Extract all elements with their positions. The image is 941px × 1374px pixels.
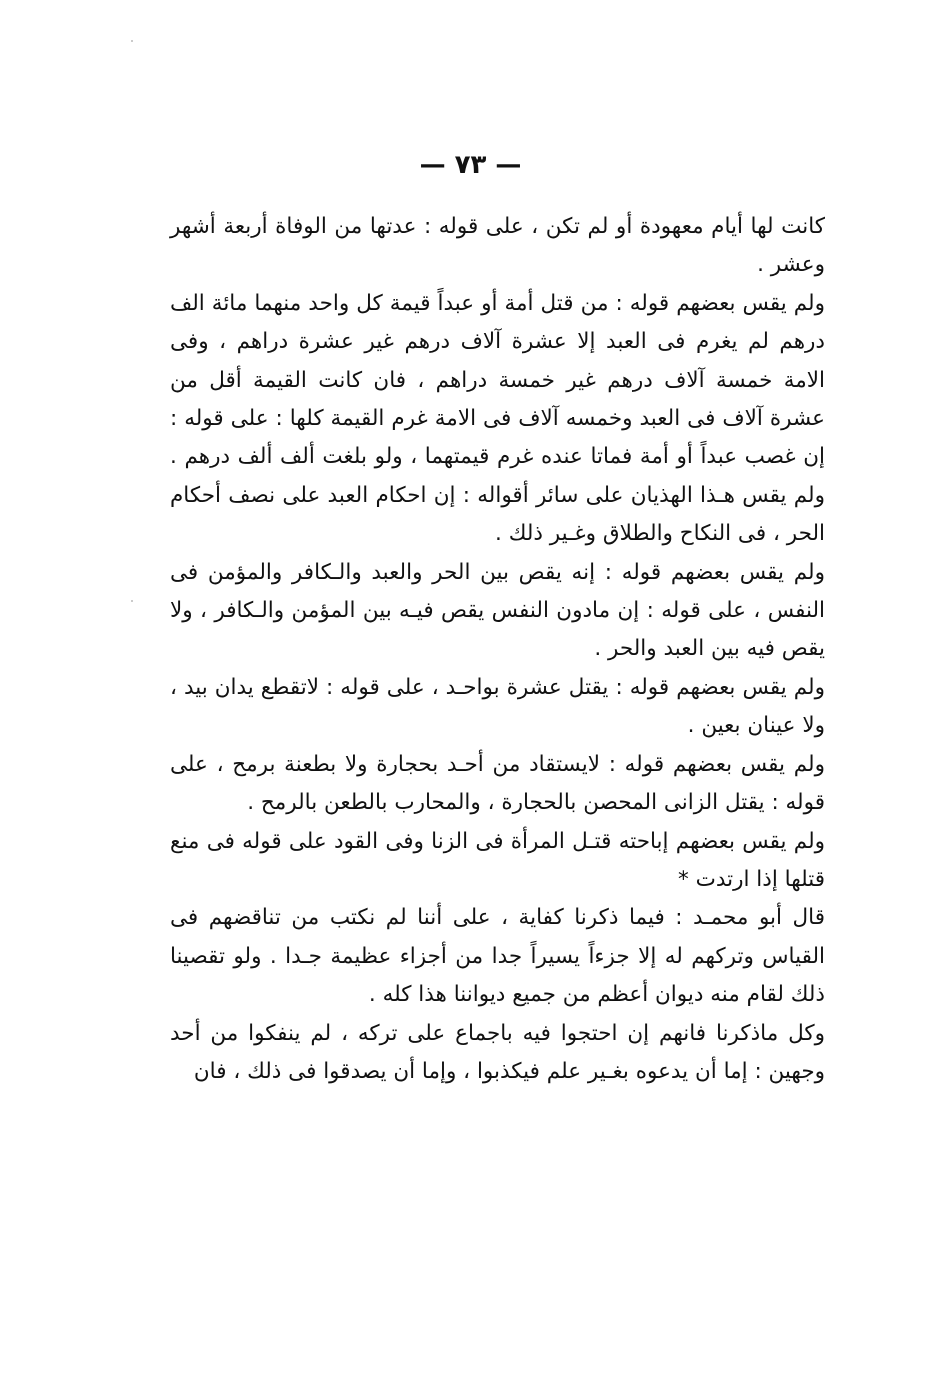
- page-text: [170, 208, 825, 1091]
- paragraph: ولم يقس بعضهم قوله : لايستقاد من أحـد بحجارة ولا بطعنة برمح ، على قوله : يقتل الزانى المحصن بالحجارة ، والمحارب بالطعن بالرمح .: [170, 751, 825, 816]
- paragraph: ولم يقس بعضهم إباحته قتـل المرأة فى الزنا وفى القود على قوله فى منع قتلها إذا ارتدت *: [170, 828, 825, 892]
- paragraph: ولم يقس بعضهم قوله : إنه يقص بين الحر والعبد والـكافر والمؤمن فى النفس ، على قوله : إن مادون النفس يقص فيـه بين المؤمن والـكافر ، ولا يقص فيه بين العبد والحر .: [170, 559, 825, 662]
- paragraph: وكل ماذكرنا فانهم إن احتجوا فيه باجماع على تركه ، لم ينفكوا من أحد وجهين : إما أن يدعوه بغـير علم فيكذبوا ، وإما أن يصدقوا فى ذلك ، فان: [170, 1020, 825, 1084]
- paragraph: كانت لها أيام معهودة أو لم تكن ، على قوله : عدتها من الوفاة أربعة أشهر وعشر .: [170, 214, 825, 278]
- margin-speck: [131, 40, 133, 42]
- margin-speck: [131, 600, 133, 602]
- paragraph: ولم يقس بعضهم قوله : يقتل عشرة بواحـد ، على قوله : لاتقطع يدان بيد ، ولا عينان بعين .: [170, 674, 825, 739]
- paragraph: ولم يقس بعضهم قوله : من قتل أمة أو عبداً قيمة كل واحد منهما مائة الف درهم لم يغرم فى العبد إلا عشرة آلاف درهم غير عشرة دراهم ، وفى الامة خمسة آلاف درهم غير خمسة دراهم ، فان كانت القيمة أقل من عشرة آلاف فى العبد وخمسه آلاف فى الامة غرم القيمة كلها : على قوله : إن غصب عبداً أو أمة فماتا عنده غرم قيمتهما ، ولو بلغت ألف ألف درهم . ولم يقس هـذا الهذيان على سائر أقواله : إن احكام العبد على نصف أحكام الحر ، فى النكاح والطلاق وغـير ذلك .: [170, 290, 825, 547]
- page-number: — ٧٣ —: [419, 150, 522, 180]
- paragraph: قال أبو محمـد : فيما ذكرنا كفاية ، على أننا لم نكتب من تناقضهم فى القياس وتركهم له إلا جزءاً يسيراً جدا من أجزاء عظيمة جـدا . ولو تقصينا ذلك لقام منه ديوان أعظم من جميع ديواننا هذا كله .: [170, 905, 825, 1008]
